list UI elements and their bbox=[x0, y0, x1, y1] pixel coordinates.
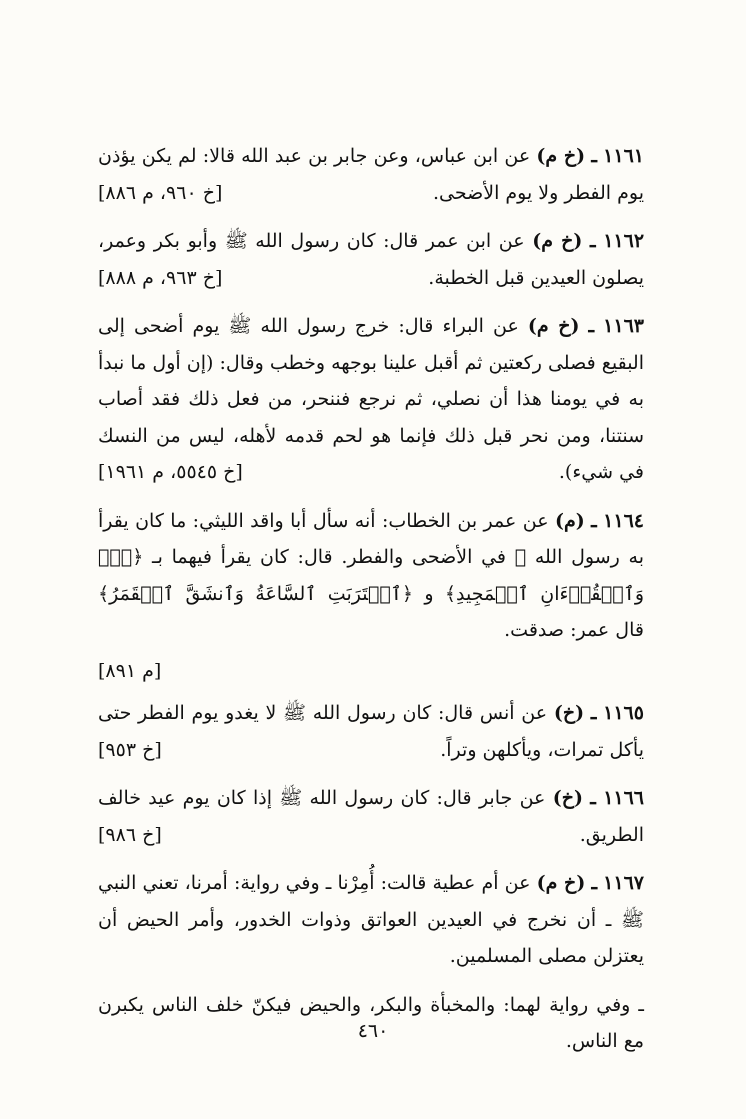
hadith-entry-1164 bbox=[98, 503, 644, 690]
hadith-dash: ـ bbox=[591, 145, 597, 167]
source-code: (خ) bbox=[552, 787, 583, 809]
hadith-number: ١١٦٣ bbox=[603, 315, 644, 337]
hadith-reference: [خ ٥٥٤٥، م ١٩٦١] bbox=[98, 461, 243, 483]
hadith-entry-1161 bbox=[98, 138, 644, 211]
hadith-text: عن جابر قال: كان رسول الله ﷺ إذا كان يوم عيد خالف الطريق. bbox=[98, 787, 644, 846]
hadith-dash: ـ bbox=[588, 315, 595, 337]
extra-narration-text: ـ وفي رواية لهما: والمخبأة والبكر، والحيض فيكنّ خلف الناس يكبرن مع الناس. bbox=[98, 993, 644, 1052]
source-code: (خ م) bbox=[536, 872, 586, 894]
source-code: (خ م) bbox=[527, 315, 580, 337]
hadith-reference: [خ ٩٨٦] bbox=[98, 823, 162, 846]
hadith-text: عن ابن عباس، وعن جابر بن عبد الله قالا: لم يكن يؤذن يوم الفطر ولا يوم الأضحى. bbox=[98, 145, 644, 204]
hadith-text: عن أم عطية قالت: أُمِرْنا ـ وفي رواية: أمرنا، تعني النبي ﷺ ـ أن نخرج في العيدين العواتق وذوات الخدور، وأمر الحيض أن يعتزلن مصلى المسلمين. bbox=[98, 872, 644, 967]
hadith-number: ١١٦٦ bbox=[603, 787, 645, 809]
hadith-dash: ـ bbox=[591, 872, 598, 894]
source-code: (خ م) bbox=[536, 145, 586, 167]
hadith-number: ١١٦٥ bbox=[603, 702, 644, 724]
hadith-reference: [خ ٩٦٣، م ٨٨٨] bbox=[98, 266, 223, 289]
hadith-number: ١١٦٢ bbox=[603, 230, 645, 252]
source-code: (م) bbox=[554, 509, 585, 532]
hadith-reference: [خ ٩٥٣] bbox=[98, 738, 162, 761]
hadith-dash: ـ bbox=[590, 787, 596, 809]
hadith-entry-1162 bbox=[98, 223, 644, 296]
hadith-reference-line bbox=[98, 653, 644, 690]
hadith-text: عن البراء قال: خرج رسول الله ﷺ يوم أضحى إلى البقيع فصلى ركعتين ثم أقبل علينا بوجهه وخطب وقال: (إن أول ما نبدأ به في يومنا هذا أن نصلي، ثم نرجع فننحر، من فعل ذلك فقد أصاب سنتنا، ومن نحر قبل ذلك فإنما هو لحم قدمه لأهله، ليس من النسك في شيء). bbox=[98, 315, 644, 483]
hadith-dash: ـ bbox=[590, 230, 596, 252]
hadith-number: ١١٦٤ bbox=[603, 509, 644, 532]
source-code: (خ م) bbox=[532, 230, 583, 252]
hadith-dash: ـ bbox=[590, 702, 597, 724]
source-code: (خ) bbox=[553, 702, 585, 724]
hadith-entry-1167 bbox=[98, 865, 644, 975]
hadith-text: عن أنس قال: كان رسول الله ﷺ لا يغدو يوم الفطر حتى يأكل تمرات، ويأكلهن وتراً. bbox=[98, 702, 644, 761]
hadith-entry-1165 bbox=[98, 695, 644, 768]
page-number: ٤٦٠ bbox=[357, 1020, 389, 1042]
hadith-text: عن عمر بن الخطاب: أنه سأل أبا واقد الليثي: ما كان يقرأ به رسول الله ﷺ في الأضحى والفطر. قال: كان يقرأ فيهما بـ ﴿قٓۚ وَٱلۡقُرۡءَانِ ٱلۡمَجِيدِ﴾ و ﴿ٱقۡتَرَبَتِ ٱلسَّاعَةُ وَٱنشَقَّ ٱلۡقَمَرُ﴾ قال عمر: صدقت. bbox=[98, 509, 644, 641]
hadith-number: ١١٦٧ bbox=[603, 872, 644, 894]
hadith-entry-1163 bbox=[98, 308, 644, 491]
hadith-reference: [خ ٩٦٠، م ٨٨٦] bbox=[98, 181, 223, 204]
hadith-dash: ـ bbox=[591, 509, 597, 532]
hadith-entry-1166 bbox=[98, 780, 644, 853]
hadith-reference: [م ٨٩١] bbox=[98, 659, 162, 682]
hadith-number: ١١٦١ bbox=[603, 145, 644, 167]
hadith-text: عن ابن عمر قال: كان رسول الله ﷺ وأبو بكر وعمر، يصلون العيدين قبل الخطبة. bbox=[98, 230, 644, 289]
